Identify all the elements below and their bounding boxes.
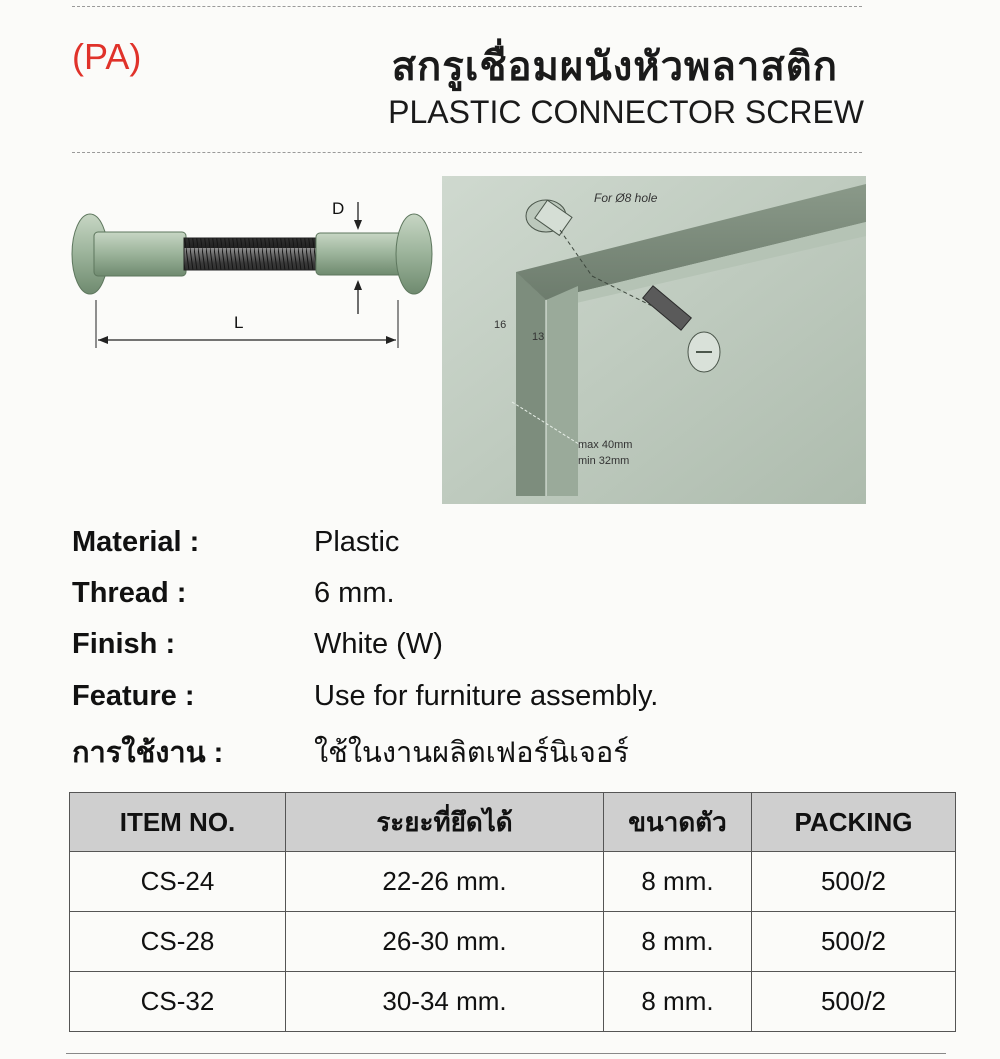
dimension-l-label: L (234, 313, 244, 332)
product-title-english: PLASTIC CONNECTOR SCREW (388, 94, 864, 130)
cell-item-no: CS-24 (70, 852, 286, 912)
cell-body-size: 8 mm. (604, 972, 752, 1032)
cell-packing: 500/2 (752, 852, 956, 912)
range-max: max 40mm (578, 439, 633, 451)
cell-packing: 500/2 (752, 912, 956, 972)
cell-packing: 500/2 (752, 972, 956, 1032)
top-divider (72, 6, 862, 7)
right-barrel (316, 233, 408, 275)
table-row (70, 852, 956, 912)
spec-value-material: Plastic (314, 526, 400, 558)
spec-label-feature: Feature : (72, 680, 195, 712)
table-row (70, 972, 956, 1032)
spec-label-finish: Finish : (72, 628, 176, 660)
screw-drawing (62, 188, 442, 358)
installation-illustration (442, 176, 866, 504)
table-row (70, 912, 956, 972)
spec-value-thread: 6 mm. (314, 577, 395, 609)
spec-label-material: Material : (72, 526, 200, 558)
cell-item-no: CS-32 (70, 972, 286, 1032)
right-screw-head (396, 214, 432, 294)
header-divider (72, 152, 862, 153)
header-grip-range: ระยะที่ยึดได้ (286, 793, 604, 852)
spec-label-thread: Thread : (72, 577, 187, 609)
header-item-no: ITEM NO. (70, 793, 286, 852)
dimension-d-label: D (332, 199, 345, 218)
cell-grip-range: 22-26 mm. (286, 852, 604, 912)
cell-body-size: 8 mm. (604, 912, 752, 972)
product-title-thai: สกรูเชื่อมผนังหัวพลาสติก (391, 45, 838, 89)
screw-thread (184, 238, 318, 270)
item-table (69, 792, 956, 1032)
header-body-size: ขนาดตัว (604, 793, 752, 852)
range-min: min 32mm (578, 455, 630, 467)
dimension-13: 13 (532, 331, 545, 343)
cell-item-no: CS-28 (70, 912, 286, 972)
hole-note: For Ø8 hole (594, 191, 658, 205)
table-header-row (70, 793, 956, 852)
spec-value-feature: Use for furniture assembly. (314, 680, 659, 712)
cell-grip-range: 30-34 mm. (286, 972, 604, 1032)
spec-label-usage-thai: การใช้งาน : (72, 737, 224, 769)
vertical-panel (516, 272, 546, 496)
product-code: (PA) (72, 36, 142, 77)
spec-value-finish: White (W) (314, 628, 443, 660)
spec-value-usage-thai: ใช้ในงานผลิตเฟอร์นิเจอร์ (314, 737, 629, 769)
bottom-divider (66, 1053, 946, 1054)
header-packing: PACKING (752, 793, 956, 852)
dimension-16: 16 (494, 319, 507, 331)
cell-grip-range: 26-30 mm. (286, 912, 604, 972)
cell-body-size: 8 mm. (604, 852, 752, 912)
left-shank (94, 232, 186, 276)
